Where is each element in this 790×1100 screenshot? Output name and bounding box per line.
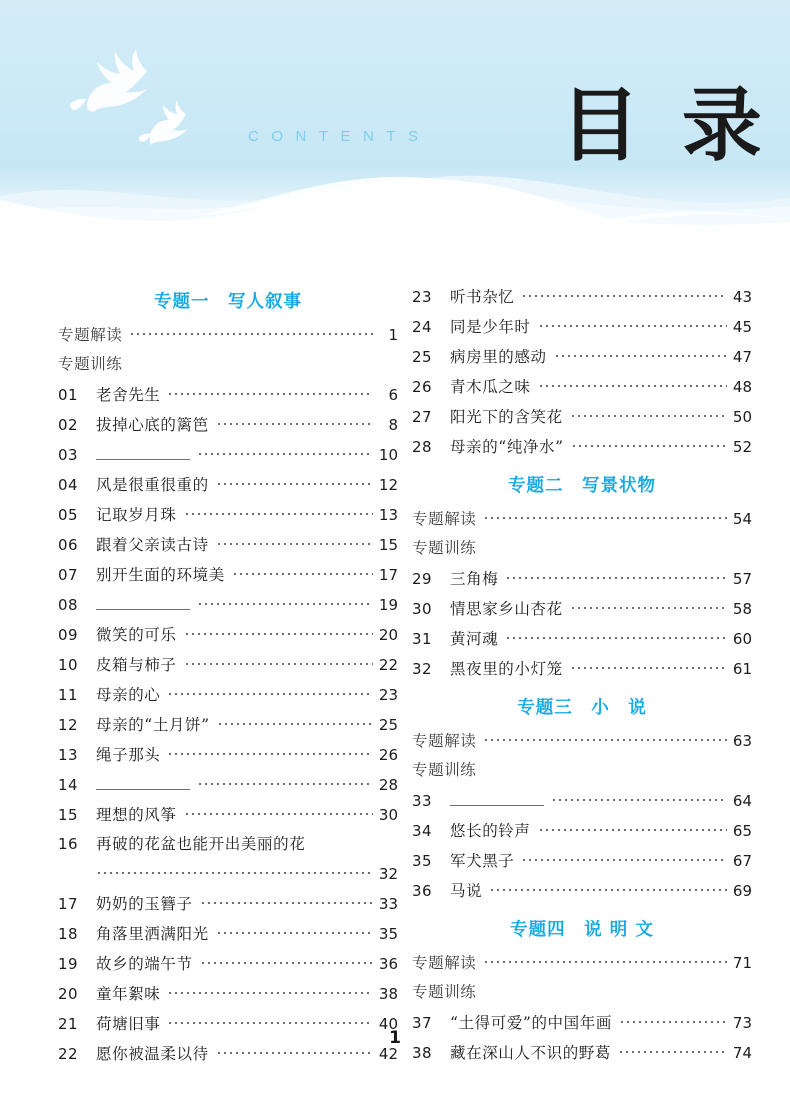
toc-entry-number: 14 <box>58 776 79 794</box>
toc-entry-title: 童年絮味 <box>96 985 161 1003</box>
toc-entry-title: 藏在深山人不识的野葛 <box>450 1044 612 1062</box>
toc-row-label: 专题解读 <box>412 955 477 972</box>
toc-page-number: 6 <box>388 386 398 404</box>
toc-entry-title: 风是很重很重的 <box>96 476 209 494</box>
toc-page-number: 61 <box>732 660 752 678</box>
toc-plain-row[interactable] <box>58 350 398 380</box>
toc-entry-title: 愿你被温柔以待 <box>96 1045 209 1063</box>
toc-page-number: 52 <box>732 438 752 456</box>
dot-leader <box>538 374 727 392</box>
dot-leader <box>216 472 373 490</box>
toc-page-number: 19 <box>378 596 398 614</box>
toc-entry-row[interactable] <box>412 654 752 684</box>
toc-page-number: 33 <box>378 895 398 913</box>
toc-entry-number: 19 <box>58 955 79 973</box>
dot-leader <box>521 848 727 866</box>
toc-entry-title: 悠长的铃声 <box>450 822 531 840</box>
dot-leader <box>167 382 373 400</box>
toc-page-number: 54 <box>732 510 752 528</box>
toc-entry-row[interactable] <box>58 889 398 919</box>
toc-page-number: 67 <box>732 852 752 870</box>
dot-leader <box>232 562 373 580</box>
toc-page-number: 28 <box>378 776 398 794</box>
toc-entry-row[interactable] <box>58 770 398 800</box>
toc-column-right <box>412 282 752 1069</box>
dot-leader <box>216 532 373 550</box>
toc-page-number: 13 <box>378 506 398 524</box>
toc-entry-row[interactable] <box>58 680 398 710</box>
toc-page-number: 26 <box>378 746 398 764</box>
toc-entry-number: 23 <box>412 288 433 306</box>
toc-entry-title: 角落里洒满阳光 <box>96 925 209 943</box>
toc-entry-number: 25 <box>412 348 433 366</box>
toc-entry-number: 01 <box>58 386 79 404</box>
dot-leader <box>167 981 373 999</box>
dot-leader <box>505 626 727 644</box>
dot-leader <box>505 566 727 584</box>
toc-entry-title: 马说 <box>450 882 483 900</box>
toc-entry-row[interactable] <box>58 530 398 560</box>
toc-page-number: 35 <box>378 925 398 943</box>
toc-entry-number: 12 <box>58 716 79 734</box>
toc-entry-row[interactable] <box>58 979 398 1009</box>
toc-entry-number: 16 <box>58 835 79 853</box>
page-title: 目 录 <box>560 79 769 172</box>
toc-entry-row[interactable] <box>58 620 398 650</box>
dot-leader <box>619 1010 727 1028</box>
toc-entry-title: 母亲的“土月饼” <box>96 716 210 734</box>
toc-entry-title: 同是少年时 <box>450 318 531 336</box>
toc-page-number: 25 <box>378 716 398 734</box>
toc-entry-number: 36 <box>412 882 433 900</box>
section-heading: 专题三 小 说 <box>517 698 647 718</box>
toc-page-number: 58 <box>732 600 752 618</box>
toc-entry-row[interactable] <box>58 410 398 440</box>
toc-entry-row[interactable] <box>58 830 398 859</box>
toc-entry-title: 荷塘旧事 <box>96 1015 161 1033</box>
toc-entry-row[interactable] <box>58 380 398 410</box>
toc-entry-title: 再破的花盆也能开出美丽的花 <box>96 835 306 853</box>
toc-page-number: 74 <box>732 1044 752 1062</box>
toc-entry-title: 病房里的感动 <box>450 348 547 366</box>
toc-entry-row[interactable] <box>58 500 398 530</box>
contents-label: CONTENTS <box>248 128 431 145</box>
dot-leader <box>200 951 373 969</box>
toc-entry-number: 35 <box>412 852 433 870</box>
toc-entry-row[interactable] <box>412 402 752 432</box>
toc-entry-number: 31 <box>412 630 433 648</box>
toc-entry-number: 29 <box>412 570 433 588</box>
dot-leader <box>96 861 373 879</box>
toc-page-number: 43 <box>732 288 752 306</box>
toc-entry-row[interactable] <box>58 560 398 590</box>
table-of-contents <box>0 282 790 1069</box>
toc-page-number: 32 <box>378 865 398 883</box>
toc-row-label: 专题训练 <box>412 540 477 557</box>
toc-page-number: 73 <box>732 1014 752 1032</box>
toc-entry-number: 32 <box>412 660 433 678</box>
toc-entry-number: 26 <box>412 378 433 396</box>
toc-page-number: 42 <box>378 1045 398 1063</box>
toc-entry-blank-underline <box>96 591 190 610</box>
toc-plain-row[interactable] <box>412 948 752 978</box>
dot-leader <box>200 891 373 909</box>
toc-entry-number: 04 <box>58 476 79 494</box>
toc-entry-number: 38 <box>412 1044 433 1062</box>
toc-page-number: 22 <box>378 656 398 674</box>
toc-page-number: 20 <box>378 626 398 644</box>
toc-entry-row[interactable] <box>412 564 752 594</box>
toc-entry-number: 33 <box>412 792 433 810</box>
toc-page-number: 8 <box>388 416 398 434</box>
toc-entry-number: 15 <box>58 806 79 824</box>
dot-leader <box>167 682 373 700</box>
toc-entry-title: 黑夜里的小灯笼 <box>450 660 563 678</box>
toc-entry-title: 老舍先生 <box>96 386 161 404</box>
dot-leader <box>197 592 373 610</box>
toc-entry-number: 20 <box>58 985 79 1003</box>
toc-entry-number: 22 <box>58 1045 79 1063</box>
toc-entry-number: 30 <box>412 600 433 618</box>
toc-entry-title: 军犬黑子 <box>450 852 515 870</box>
toc-entry-title: 情思家乡山杏花 <box>450 600 563 618</box>
toc-row-label: 专题训练 <box>412 984 477 1001</box>
toc-entry-number: 08 <box>58 596 79 614</box>
dot-leader <box>197 772 373 790</box>
toc-row-label: 专题解读 <box>412 511 477 528</box>
dot-leader <box>167 1011 373 1029</box>
toc-entry-number: 24 <box>412 318 433 336</box>
dot-leader <box>521 284 727 302</box>
toc-entry-row[interactable] <box>412 312 752 342</box>
toc-entry-title: 母亲的心 <box>96 686 161 704</box>
section-heading: 专题一 写人叙事 <box>154 292 302 312</box>
dot-leader <box>216 921 373 939</box>
toc-entry-number: 18 <box>58 925 79 943</box>
toc-page-number: 1 <box>388 326 398 344</box>
dot-leader <box>216 412 373 430</box>
toc-page-number: 60 <box>732 630 752 648</box>
toc-entry-number: 27 <box>412 408 433 426</box>
toc-entry-row[interactable] <box>58 470 398 500</box>
page-number: 1 <box>389 1028 401 1048</box>
toc-entry-number: 37 <box>412 1014 433 1032</box>
toc-entry-title: 阳光下的含笑花 <box>450 408 563 426</box>
bird-small-icon <box>139 100 188 145</box>
toc-entry-row[interactable] <box>412 372 752 402</box>
toc-page-number: 64 <box>732 792 752 810</box>
toc-entry-number: 34 <box>412 822 433 840</box>
toc-entry-row[interactable] <box>58 949 398 979</box>
dot-leader <box>570 596 727 614</box>
dot-leader <box>197 442 373 460</box>
section-heading: 专题四 说 明 文 <box>510 920 654 940</box>
toc-entry-blank-underline <box>450 787 544 806</box>
dot-leader <box>571 434 727 452</box>
toc-row-label: 专题训练 <box>58 356 123 373</box>
toc-entry-row-continued[interactable] <box>58 859 398 889</box>
toc-entry-title: 黄河魂 <box>450 630 499 648</box>
toc-entry-title: 青木瓜之味 <box>450 378 531 396</box>
bird-large-icon <box>70 49 147 112</box>
toc-page-number: 30 <box>378 806 398 824</box>
toc-entry-number: 06 <box>58 536 79 554</box>
toc-entry-row[interactable] <box>412 432 752 462</box>
toc-page-number: 48 <box>732 378 752 396</box>
toc-plain-row[interactable] <box>412 504 752 534</box>
toc-entry-title: 绳子那头 <box>96 746 161 764</box>
toc-page-number: 57 <box>732 570 752 588</box>
toc-page-number: 50 <box>732 408 752 426</box>
toc-entry-number: 28 <box>412 438 433 456</box>
dot-leader <box>217 712 373 730</box>
toc-page-number: 36 <box>378 955 398 973</box>
toc-page-number: 47 <box>732 348 752 366</box>
toc-entry-number: 07 <box>58 566 79 584</box>
toc-entry-row[interactable] <box>412 876 752 906</box>
dot-leader <box>184 502 373 520</box>
toc-page-number: 15 <box>378 536 398 554</box>
dot-leader <box>538 314 727 332</box>
toc-column-left <box>58 282 398 1069</box>
toc-plain-row[interactable] <box>58 320 398 350</box>
toc-row-label: 专题解读 <box>412 733 477 750</box>
toc-entry-row[interactable] <box>58 710 398 740</box>
dot-leader <box>554 344 727 362</box>
toc-entry-title: 故乡的端午节 <box>96 955 193 973</box>
dot-leader <box>489 878 727 896</box>
dot-leader <box>184 622 373 640</box>
dot-leader <box>167 742 373 760</box>
dot-leader <box>483 728 727 746</box>
toc-entry-number: 03 <box>58 446 79 464</box>
section-heading: 专题二 写景状物 <box>508 476 656 496</box>
toc-entry-row[interactable] <box>58 440 398 470</box>
toc-entry-number: 02 <box>58 416 79 434</box>
toc-entry-title: 记取岁月珠 <box>96 506 177 524</box>
toc-entry-row[interactable] <box>58 590 398 620</box>
toc-page-number: 23 <box>378 686 398 704</box>
toc-entry-title: 微笑的可乐 <box>96 626 177 644</box>
toc-entry-row[interactable] <box>58 650 398 680</box>
dot-leader <box>570 656 727 674</box>
dot-leader <box>570 404 727 422</box>
dot-leader <box>184 652 373 670</box>
toc-plain-row[interactable] <box>412 726 752 756</box>
toc-page-number: 38 <box>378 985 398 1003</box>
toc-entry-number: 11 <box>58 686 79 704</box>
toc-entry-number: 17 <box>58 895 79 913</box>
toc-page-number: 69 <box>732 882 752 900</box>
toc-entry-row[interactable] <box>412 816 752 846</box>
toc-entry-blank-underline <box>96 441 190 460</box>
toc-entry-number: 05 <box>58 506 79 524</box>
dot-leader <box>551 788 727 806</box>
toc-entry-row[interactable] <box>58 740 398 770</box>
toc-page-number: 17 <box>378 566 398 584</box>
toc-entry-title: 拔掉心底的篱笆 <box>96 416 209 434</box>
toc-page-number: 71 <box>732 954 752 972</box>
toc-entry-row[interactable] <box>412 786 752 816</box>
toc-entry-row[interactable] <box>412 282 752 312</box>
toc-entry-title: “土得可爱”的中国年画 <box>450 1014 612 1032</box>
toc-entry-row[interactable] <box>58 800 398 830</box>
dot-leader <box>483 950 727 968</box>
toc-entry-title: 别开生面的环境美 <box>96 566 225 584</box>
toc-entry-title: 理想的风筝 <box>96 806 177 824</box>
toc-entry-number: 13 <box>58 746 79 764</box>
toc-entry-row[interactable] <box>412 624 752 654</box>
toc-entry-number: 10 <box>58 656 79 674</box>
toc-page-number: 12 <box>378 476 398 494</box>
toc-entry-title: 奶奶的玉簪子 <box>96 895 193 913</box>
toc-page-number: 10 <box>378 446 398 464</box>
toc-entry-blank-underline <box>96 771 190 790</box>
toc-entry-title: 跟着父亲读古诗 <box>96 536 209 554</box>
toc-row-label: 专题解读 <box>58 327 123 344</box>
dot-leader <box>184 802 373 820</box>
dot-leader <box>538 818 727 836</box>
toc-entry-number: 09 <box>58 626 79 644</box>
header-banner <box>0 0 790 240</box>
toc-entry-title: 皮箱与柿子 <box>96 656 177 674</box>
toc-entry-title: 三角梅 <box>450 570 499 588</box>
toc-row-label: 专题训练 <box>412 762 477 779</box>
toc-page-number: 45 <box>732 318 752 336</box>
toc-plain-row[interactable] <box>412 756 752 786</box>
toc-page-number: 63 <box>732 732 752 750</box>
toc-entry-row[interactable] <box>58 919 398 949</box>
toc-entry-number: 21 <box>58 1015 79 1033</box>
toc-page-number: 65 <box>732 822 752 840</box>
toc-entry-row[interactable] <box>412 594 752 624</box>
toc-plain-row[interactable] <box>412 978 752 1008</box>
dot-leader <box>483 506 727 524</box>
toc-page-number: 40 <box>378 1015 398 1033</box>
toc-entry-row[interactable] <box>412 846 752 876</box>
dot-leader <box>129 322 373 340</box>
toc-entry-title: 听书杂忆 <box>450 288 515 306</box>
toc-plain-row[interactable] <box>412 534 752 564</box>
toc-entry-row[interactable] <box>412 342 752 372</box>
toc-entry-title: 母亲的“纯净水” <box>450 438 564 456</box>
